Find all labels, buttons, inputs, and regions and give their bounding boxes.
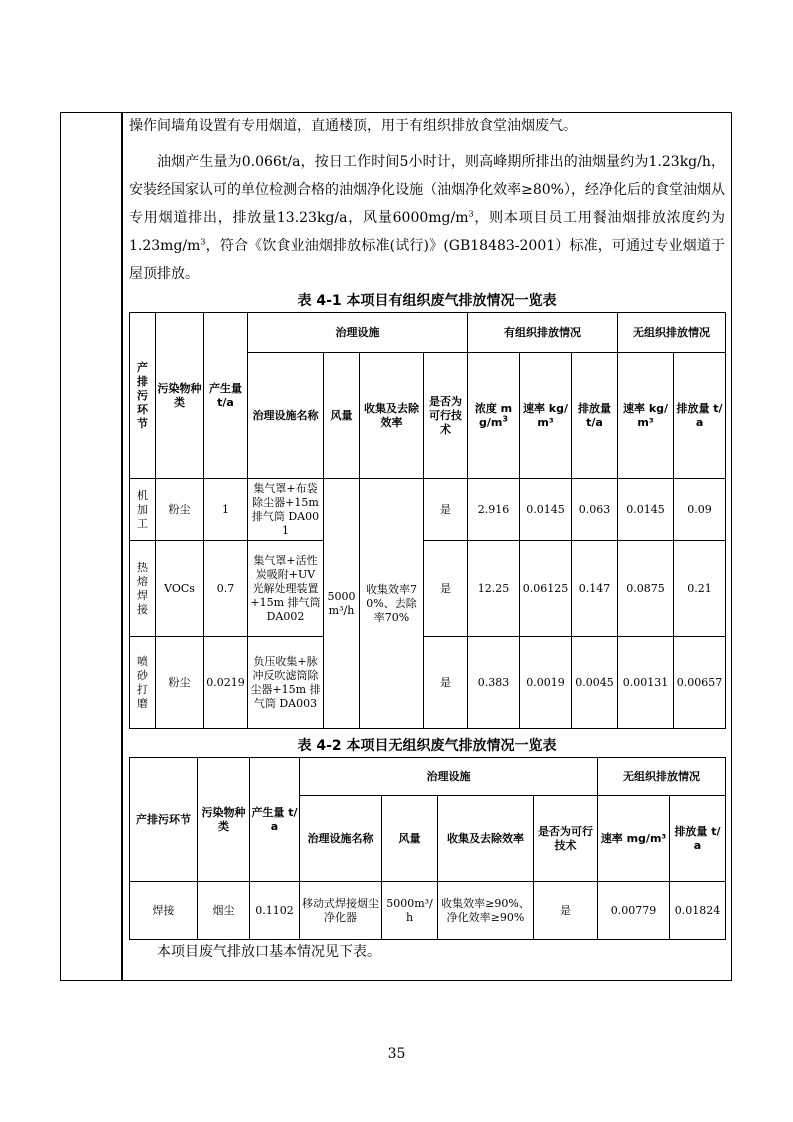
t1-r1-rate: 0.06125 bbox=[520, 541, 572, 637]
t1-h-airflow: 风量 bbox=[324, 353, 360, 479]
paragraph-2: 油烟产生量为0.066t/a，按日工作时间5小时计，则高峰期所排出的油烟量约为1.23kg/h，安装经国家认可的单位检测合格的油烟净化设施（油烟净化效率≥80%），经净化后的食堂油烟从专用烟道排出，排放量13.23kg/a，风量$6000mg/m^3$，则本项目员工用餐油烟排放浓度约为$1.23mg/m^3$，符合《饮食业油烟排放标准(试行)》(GB18483-2001）标准，可通过专业烟道于屋顶排放。 bbox=[129, 154, 726, 282]
page-number: 35 bbox=[387, 1046, 406, 1062]
t1-r2-u-discharge: 0.00657 bbox=[674, 637, 726, 729]
t1-h-concentration: 浓度 $mg/m^3$ bbox=[468, 353, 520, 479]
t1-shared-efficiency: 收集效率70%、去除率70% bbox=[360, 479, 424, 729]
t1-h-u-rate: 速率 kg/m³ bbox=[618, 353, 674, 479]
table2 bbox=[129, 757, 726, 940]
t1-h-efficiency: 收集及去除效率 bbox=[360, 353, 424, 479]
t1-r1-source: 热熔焊接 bbox=[130, 541, 156, 637]
table1-caption: 表 4-1 本项目有组织废气排放情况一览表 bbox=[297, 293, 557, 309]
t2-r0-discharge: 0.01824 bbox=[670, 882, 726, 940]
t2-h-output: 产生量 t/a bbox=[250, 758, 300, 882]
t1-r1-feasible: 是 bbox=[424, 541, 468, 637]
t1-r1-u-discharge: 0.21 bbox=[674, 541, 726, 637]
t2-h-airflow: 风量 bbox=[382, 796, 438, 882]
t1-r2-facility: 负压收集+脉冲反吹滤筒除尘器+15m 排气筒 DA003 bbox=[248, 637, 324, 729]
t1-h-u-discharge: 排放量 t/a bbox=[674, 353, 726, 479]
t2-h-source: 产排污环节 bbox=[130, 758, 198, 882]
table-row bbox=[130, 882, 726, 940]
t1-h-rate: 速率 kg/m³ bbox=[520, 353, 572, 479]
t2-r0-pollutant: 烟尘 bbox=[198, 882, 250, 940]
t2-h-discharge: 排放量 t/a bbox=[670, 796, 726, 882]
t1-r0-conc: 2.916 bbox=[468, 479, 520, 541]
t1-r1-facility: 集气罩+活性炭吸附+UV 光解处理装置+15m 排气筒 DA002 bbox=[248, 541, 324, 637]
table1 bbox=[129, 312, 726, 729]
table-row bbox=[130, 637, 726, 729]
paragraph-1: 操作间墙角设置有专用烟道，直通楼顶，用于有组织排放食堂油烟废气。 bbox=[129, 118, 577, 134]
t1-r0-feasible: 是 bbox=[424, 479, 468, 541]
t1-h-unorganized: 无组织排放情况 bbox=[618, 313, 726, 353]
t1-shared-airflow: 5000 m³/h bbox=[324, 479, 360, 729]
t1-r2-source: 喷砂打磨 bbox=[130, 637, 156, 729]
t2-h-feasible: 是否为可行技术 bbox=[534, 796, 598, 882]
t1-r2-discharge: 0.0045 bbox=[572, 637, 618, 729]
t2-r0-rate: 0.00779 bbox=[598, 882, 670, 940]
t1-r0-source: 机加工 bbox=[130, 479, 156, 541]
t1-r0-facility: 集气罩+布袋除尘器+15m 排气筒 DA001 bbox=[248, 479, 324, 541]
t1-h-pollutant: 污染物种类 bbox=[156, 313, 204, 479]
t2-h-rate: 速率 mg/m³ bbox=[598, 796, 670, 882]
t1-r1-discharge: 0.147 bbox=[572, 541, 618, 637]
t1-r2-pollutant: 粉尘 bbox=[156, 637, 204, 729]
t1-r0-u-rate: 0.0145 bbox=[618, 479, 674, 541]
t1-h-feasible: 是否为可行技术 bbox=[424, 353, 468, 479]
t1-r2-output: 0.0219 bbox=[204, 637, 248, 729]
t2-h-pollutant: 污染物种类 bbox=[198, 758, 250, 882]
t1-r2-conc: 0.383 bbox=[468, 637, 520, 729]
t1-r2-rate: 0.0019 bbox=[520, 637, 572, 729]
t2-h-unorganized: 无组织排放情况 bbox=[598, 758, 726, 796]
t1-r2-feasible: 是 bbox=[424, 637, 468, 729]
table-row bbox=[130, 541, 726, 637]
t1-r0-pollutant: 粉尘 bbox=[156, 479, 204, 541]
table2-caption: 表 4-2 本项目无组织废气排放情况一览表 bbox=[297, 738, 557, 754]
t1-h-facility: 治理设施名称 bbox=[248, 353, 324, 479]
t1-h-output: 产生量 t/a bbox=[204, 313, 248, 479]
t2-h-facility: 治理设施名称 bbox=[300, 796, 382, 882]
t1-r0-discharge: 0.063 bbox=[572, 479, 618, 541]
t2-h-efficiency: 收集及去除效率 bbox=[438, 796, 534, 882]
t2-r0-source: 焊接 bbox=[130, 882, 198, 940]
t1-r2-u-rate: 0.00131 bbox=[618, 637, 674, 729]
t1-r1-output: 0.7 bbox=[204, 541, 248, 637]
t2-r0-airflow: 5000m³/h bbox=[382, 882, 438, 940]
t1-r0-output: 1 bbox=[204, 479, 248, 541]
t1-h-source: 产排污环节 bbox=[130, 313, 156, 479]
t2-r0-facility: 移动式焊接烟尘净化器 bbox=[300, 882, 382, 940]
t1-h-discharge: 排放量 t/a bbox=[572, 353, 618, 479]
content-cell bbox=[129, 113, 725, 964]
t2-r0-feasible: 是 bbox=[534, 882, 598, 940]
t1-r0-rate: 0.0145 bbox=[520, 479, 572, 541]
t2-h-treatment: 治理设施 bbox=[300, 758, 598, 796]
outer-frame bbox=[60, 112, 732, 981]
t1-h-treatment: 治理设施 bbox=[248, 313, 468, 353]
table-row bbox=[130, 479, 726, 541]
t1-h-organized: 有组织排放情况 bbox=[468, 313, 618, 353]
t1-r1-u-rate: 0.0875 bbox=[618, 541, 674, 637]
closing-line: 本项目废气排放口基本情况见下表。 bbox=[157, 944, 381, 960]
t2-r0-output: 0.1102 bbox=[250, 882, 300, 940]
t1-r1-pollutant: VOCs bbox=[156, 541, 204, 637]
t1-r0-u-discharge: 0.09 bbox=[674, 479, 726, 541]
t2-r0-efficiency: 收集效率≥90%、净化效率≥90% bbox=[438, 882, 534, 940]
left-column-divider bbox=[121, 113, 123, 980]
t1-r1-conc: 12.25 bbox=[468, 541, 520, 637]
